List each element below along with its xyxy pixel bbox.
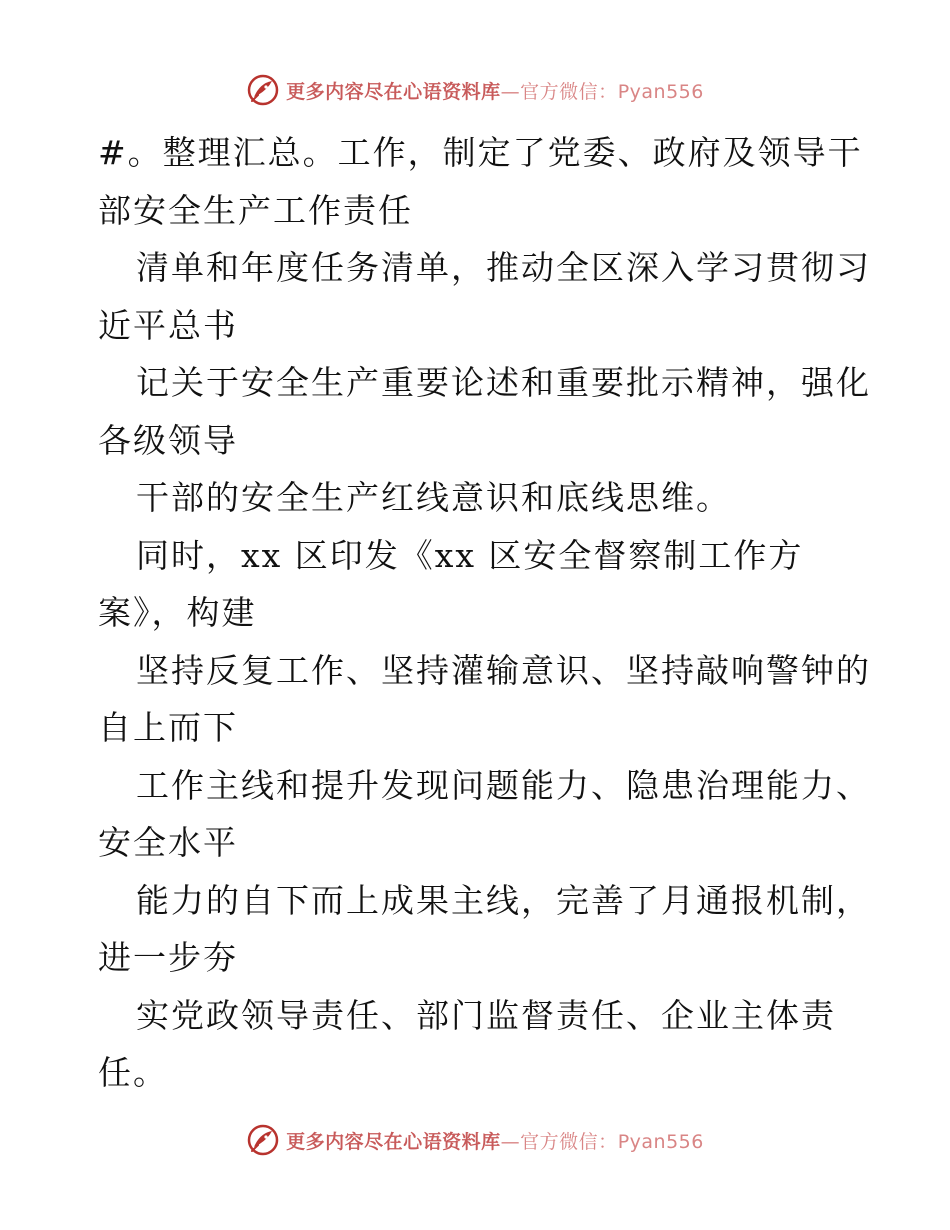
banner-separator: — <box>500 1130 521 1153</box>
body-line: 近平总书 <box>98 305 238 345</box>
body-line: 安全水平 <box>98 823 238 862</box>
body-line: #。整理汇总。工作，制定了党委、政府及领导干 <box>98 133 863 172</box>
banner-separator: — <box>500 80 521 103</box>
banner-text <box>286 77 704 104</box>
banner-sub-text: 官方微信： <box>520 1130 618 1153</box>
body-line: 实党政领导责任、部门监督责任、企业主体责 <box>136 995 836 1035</box>
header-banner <box>0 70 950 110</box>
body-line: 能力的自下而上成果主线，完善了月通报机制， <box>136 880 871 920</box>
banner-main-text: 更多内容尽在心语资料库 <box>286 1130 501 1153</box>
body-line: 同时，xx 区印发《xx 区安全督察制工作方 <box>136 535 804 575</box>
document-body <box>98 124 871 1102</box>
body-line: 任。 <box>98 1053 168 1092</box>
body-line: 案》，构建 <box>98 593 257 632</box>
body-line: 干部的安全生产红线意识和底线思维。 <box>136 478 731 517</box>
pen-logo-icon <box>246 73 280 107</box>
body-line: 记关于安全生产重要论述和重要批示精神，强化 <box>136 363 871 402</box>
banner-text <box>286 1127 704 1154</box>
body-line: 工作主线和提升发现问题能力、隐患治理能力、 <box>136 765 871 805</box>
banner-account: Pyan556 <box>617 80 704 103</box>
body-line: 自上而下 <box>98 708 238 747</box>
pen-logo-icon <box>246 1123 280 1157</box>
body-line: 坚持反复工作、坚持灌输意识、坚持敲响警钟的 <box>136 650 871 690</box>
body-line: 各级领导 <box>98 420 238 460</box>
body-line: 清单和年度任务清单，推动全区深入学习贯彻习 <box>136 248 871 287</box>
footer-banner <box>0 1120 950 1160</box>
body-line: 部安全生产工作责任 <box>98 190 413 230</box>
body-line: 进一步夯 <box>98 938 238 977</box>
banner-sub-text: 官方微信： <box>520 80 618 103</box>
banner-account: Pyan556 <box>617 1130 704 1153</box>
banner-main-text: 更多内容尽在心语资料库 <box>286 80 501 103</box>
